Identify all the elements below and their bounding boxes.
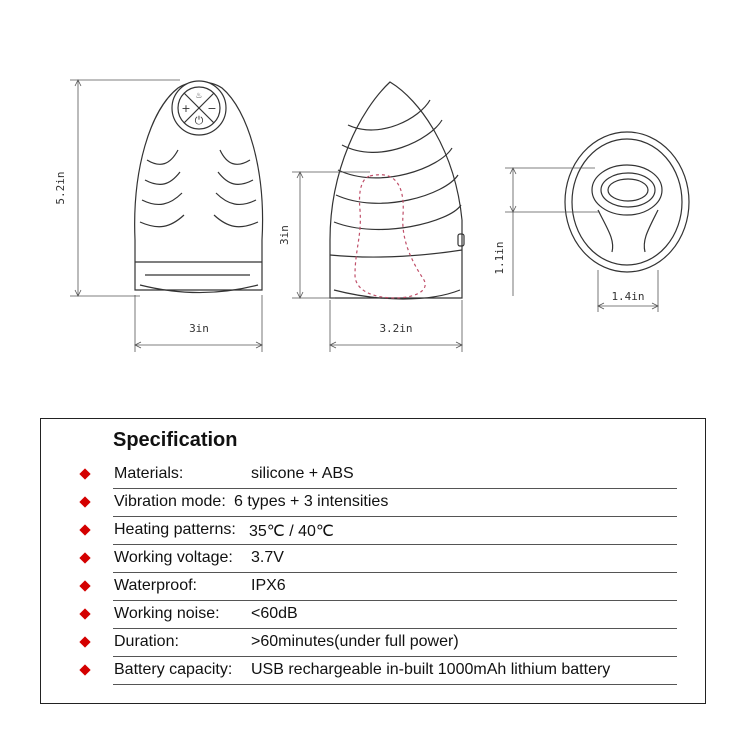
spec-label: Duration: — [114, 633, 179, 650]
plus-icon: + — [181, 102, 191, 115]
diamond-bullet-icon — [79, 552, 90, 563]
spec-value: 6 types + 3 intensities — [234, 493, 389, 510]
heat-icon: ♨ — [195, 91, 203, 100]
spec-value: 35℃ / 40℃ — [249, 523, 334, 540]
diamond-bullet-icon — [79, 580, 90, 591]
diamond-bullet-icon — [79, 524, 90, 535]
spec-label: Vibration mode: — [114, 493, 226, 510]
spec-row-waterproof — [41, 573, 705, 601]
spec-row-materials — [41, 461, 705, 489]
diamond-bullet-icon — [79, 496, 90, 507]
spec-row-working-voltage — [41, 545, 705, 573]
spec-row-vibration-mode — [41, 489, 705, 517]
spec-label: Waterproof: — [114, 577, 197, 594]
spec-value: USB rechargeable in-built 1000mAh lithium battery — [251, 661, 611, 678]
front-height-label: 5.2in — [54, 171, 67, 205]
top-height-label: 1.1in — [493, 241, 506, 275]
diamond-bullet-icon — [79, 664, 90, 675]
row-divider — [113, 684, 677, 685]
spec-label: Materials: — [114, 465, 184, 482]
spec-value: 3.7V — [251, 549, 284, 566]
top-view — [565, 132, 689, 272]
spec-row-duration — [41, 629, 705, 657]
diamond-bullet-icon — [79, 636, 90, 647]
side-height-label: 3in — [278, 225, 291, 245]
spec-value: <60dB — [251, 605, 298, 622]
spec-label: Working noise: — [114, 605, 220, 622]
spec-value: IPX6 — [251, 577, 286, 594]
side-width-label: 3.2in — [379, 322, 413, 335]
power-icon: ⏻ — [194, 114, 204, 127]
spec-label: Heating patterns: — [114, 521, 236, 538]
diamond-bullet-icon — [79, 468, 90, 479]
spec-row-heating-patterns — [41, 517, 705, 545]
minus-icon: − — [207, 102, 217, 115]
diamond-bullet-icon — [79, 608, 90, 619]
spec-value: silicone + ABS — [251, 465, 354, 482]
side-view — [330, 82, 464, 299]
spec-row-battery-capacity — [41, 657, 705, 685]
spec-label: Battery capacity: — [114, 661, 233, 678]
spec-label: Working voltage: — [114, 549, 233, 566]
top-width-label: 1.4in — [611, 290, 645, 303]
spec-title: Specification — [113, 429, 238, 451]
front-view — [135, 81, 263, 293]
spec-value: >60minutes(under full power) — [251, 633, 459, 650]
spec-row-working-noise — [41, 601, 705, 629]
front-width-label: 3in — [189, 322, 209, 335]
specification-panel — [40, 418, 706, 704]
